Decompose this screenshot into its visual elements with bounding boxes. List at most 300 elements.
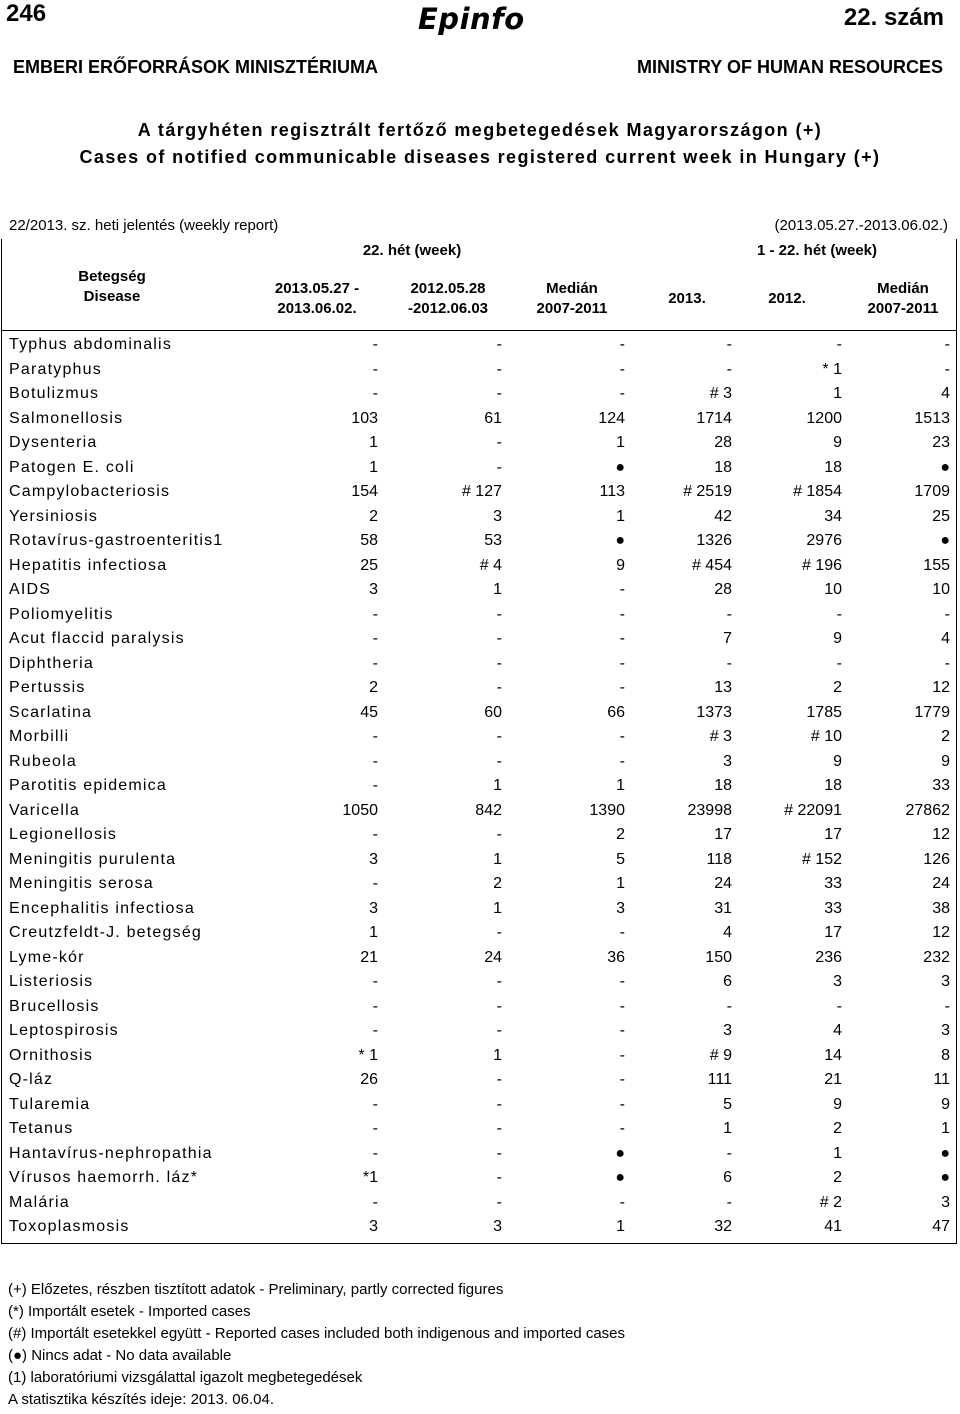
cumulative-2013-cell: - [726, 605, 732, 623]
week-2013-cell: 3 [369, 1218, 378, 1235]
table-row [0, 701, 960, 726]
cumulative-2012-cell: 2 [833, 1169, 842, 1186]
disease-name: Ornithosis [9, 1046, 94, 1064]
cumulative-median-cell: 47 [932, 1218, 950, 1235]
week-median-cell: - [619, 1022, 625, 1039]
week-median-cell: - [619, 1120, 625, 1137]
table-row [0, 333, 960, 358]
week-2013-cell: - [372, 1193, 378, 1211]
table-row [0, 1215, 960, 1240]
week-2013-cell: - [372, 1144, 378, 1162]
cumulative-2012-cell: * 1 [822, 360, 842, 378]
date-range: (2013.05.27.-2013.06.02.) [774, 217, 948, 234]
cumulative-2012-cell: - [836, 997, 842, 1015]
cumulative-median-cell: 24 [932, 875, 950, 892]
week-2012-cell: - [496, 605, 502, 623]
cumulative-2012-cell: 2976 [806, 532, 842, 549]
table-row [0, 505, 960, 530]
week-2012-cell: 1 [493, 1046, 502, 1064]
cumulative-group-header: 1 - 22. hét (week) [756, 242, 878, 259]
disease-name: Encephalitis infectiosa [9, 899, 195, 917]
cumulative-median-cell: 1513 [914, 409, 950, 427]
current-week-end: 2013.06.02. [277, 300, 357, 317]
cumulative-2012-cell: 17 [824, 826, 842, 843]
week-2012-cell: - [496, 752, 502, 770]
week-2013-cell: - [372, 630, 378, 647]
week-2013-cell: - [372, 1120, 378, 1137]
ministry-english: MINISTRY OF HUMAN RESOURCES [636, 57, 943, 77]
disease-name: Morbilli [9, 728, 70, 745]
cumulative-2012-cell: 1785 [806, 703, 842, 721]
cumulative-median-cell: 4 [941, 630, 950, 647]
disease-name: Tularemia [9, 1095, 91, 1113]
disease-name: Rubeola [9, 752, 78, 770]
disease-name: Creutzfeldt-J. betegség [9, 924, 203, 941]
report-label: 22/2013. sz. heti jelentés (weekly report) [9, 217, 279, 234]
table-row [0, 652, 960, 677]
cumulative-median-cell: 1 [941, 1120, 950, 1137]
week-median-cell: 9 [616, 556, 625, 574]
week-median-cell: - [619, 630, 625, 647]
footnotes [8, 1279, 625, 1411]
table-row [0, 1191, 960, 1216]
cumulative-median-cell: - [944, 336, 950, 353]
cumulative-2013-cell: 5 [723, 1095, 732, 1113]
week-median-cell: - [619, 997, 625, 1015]
disease-name: Pertussis [9, 679, 86, 696]
week-2013-cell: - [372, 728, 378, 745]
table-row [0, 578, 960, 603]
cumulative-median-label: Medián [877, 280, 929, 297]
disease-name: Patogen E. coli [9, 458, 135, 476]
cumulative-2012-cell: 2 [833, 1120, 842, 1137]
week-median-cell: 124 [598, 409, 625, 427]
cumulative-2013-cell: 6 [723, 1169, 732, 1186]
cumulative-2012-cell: 14 [824, 1046, 842, 1064]
cumulative-2013-cell: 150 [705, 948, 732, 966]
cumulative-2012-cell: 2 [833, 679, 842, 696]
week-2012-cell: - [496, 385, 502, 402]
disease-name: Hantavírus-nephropathia [9, 1144, 213, 1162]
current-week-start: 2013.05.27 - [274, 280, 360, 297]
week-2012-cell: # 127 [461, 483, 502, 500]
disease-header-hu: Betegség [78, 268, 146, 285]
week-2012-cell: - [496, 826, 502, 843]
week-median-cell: - [619, 1095, 625, 1113]
week-median-cell: - [619, 1071, 625, 1088]
disease-header [62, 267, 162, 307]
week-2013-cell: - [372, 752, 378, 770]
cumulative-2013-cell: 13 [714, 679, 732, 696]
cumulative-2013-cell: - [726, 336, 732, 353]
cumulative-2013-header: 2013. [668, 290, 706, 307]
week-2012-cell: - [496, 1193, 502, 1211]
cumulative-median-cell: - [944, 997, 950, 1015]
week-2012-cell: - [496, 434, 502, 451]
week-2013-cell: * 1 [358, 1046, 378, 1064]
cumulative-2013-cell: 31 [714, 899, 732, 917]
week-median-cell: - [619, 924, 625, 941]
disease-name: Listeriosis [9, 973, 94, 990]
week-2012-cell: - [496, 336, 502, 353]
week-median-years: 2007-2011 [536, 300, 608, 317]
table-row [0, 627, 960, 652]
cumulative-2012-cell: 9 [833, 1095, 842, 1113]
cumulative-2012-cell: 21 [824, 1071, 842, 1088]
week-2012-cell: 61 [484, 409, 502, 427]
week-2013-cell: - [372, 336, 378, 353]
week-2013-cell: 154 [351, 483, 378, 500]
week-2013-cell: 25 [360, 556, 378, 574]
disease-name: Meningitis purulenta [9, 850, 177, 868]
cumulative-median-cell: 38 [932, 899, 950, 917]
week-2012-cell: 1 [493, 581, 502, 598]
week-2013-cell: 45 [360, 703, 378, 721]
disease-name: Parotitis epidemica [9, 777, 167, 794]
cumulative-median-cell: - [944, 605, 950, 623]
week-median-cell: - [619, 605, 625, 623]
cumulative-2012-cell: 9 [833, 752, 842, 770]
cumulative-2012-cell: 10 [824, 581, 842, 598]
disease-name: Brucellosis [9, 997, 100, 1015]
table-row [0, 480, 960, 505]
previous-week-end: -2012.06.03 [407, 300, 489, 317]
week-2012-cell: 2 [493, 875, 502, 892]
table-row [0, 554, 960, 579]
cumulative-2013-cell: - [726, 1193, 732, 1211]
cumulative-2013-cell: 32 [714, 1218, 732, 1235]
disease-name: Vírusos haemorrh. láz* [9, 1169, 199, 1186]
table-row [0, 872, 960, 897]
cumulative-median-cell: 25 [932, 507, 950, 525]
week-2012-cell: - [496, 654, 502, 672]
week-2013-cell: 1050 [342, 801, 378, 819]
week-2012-cell: 842 [475, 801, 502, 819]
cumulative-median-cell: 9 [941, 1095, 950, 1113]
week-2013-cell: 3 [369, 850, 378, 868]
cumulative-2013-cell: 4 [723, 924, 732, 941]
note-generated-date: A statisztika készítés ideje: 2013. 06.04. [8, 1391, 274, 1408]
disease-header-en: Disease [83, 288, 141, 305]
week-2012-cell: - [496, 973, 502, 990]
cumulative-2013-cell: 3 [723, 1022, 732, 1039]
table-row [0, 456, 960, 481]
week-median-cell: ● [615, 458, 625, 476]
cumulative-2012-cell: 18 [824, 458, 842, 476]
week-2012-cell: - [496, 630, 502, 647]
disease-name: Diphtheria [9, 654, 94, 672]
cumulative-2012-cell: # 1854 [793, 483, 842, 500]
week-2012-cell: - [496, 1095, 502, 1113]
week-median-cell: - [619, 679, 625, 696]
week-2012-cell: - [496, 924, 502, 941]
week-median-header [507, 279, 637, 319]
week-2013-cell: - [372, 654, 378, 672]
title-english: Cases of notified communicable diseases registered current week in Hungary (+) [79, 147, 881, 167]
table-row [0, 1093, 960, 1118]
week-median-cell: - [619, 752, 625, 770]
cumulative-median-cell: 23 [932, 434, 950, 451]
week-median-cell: - [619, 1193, 625, 1211]
table-row [0, 750, 960, 775]
table-row [0, 407, 960, 432]
cumulative-2012-cell: 34 [824, 507, 842, 525]
disease-name: Yersiniosis [9, 507, 99, 525]
cumulative-2013-cell: 28 [714, 434, 732, 451]
disease-name: Scarlatina [9, 703, 93, 721]
cumulative-2012-cell: 4 [833, 1022, 842, 1039]
disease-name: Meningitis serosa [9, 875, 154, 892]
table-row [0, 970, 960, 995]
table-row [0, 799, 960, 824]
cumulative-2012-cell: # 10 [810, 728, 842, 745]
disease-table-rows [0, 333, 960, 1240]
cumulative-2013-cell: 1326 [696, 532, 732, 549]
table-row [0, 603, 960, 628]
title-hungarian: A tárgyhéten regisztrált fertőző megbetegedések Magyarországon (+) [137, 120, 823, 140]
disease-name: Tetanus [9, 1120, 74, 1137]
cumulative-median-cell: 12 [932, 826, 950, 843]
week-2012-cell: - [496, 997, 502, 1015]
cumulative-median-cell: 1709 [914, 483, 950, 500]
table-header [1, 239, 957, 331]
cumulative-2013-cell: 118 [706, 850, 732, 868]
cumulative-2013-cell: - [726, 997, 732, 1015]
cumulative-2013-cell: 18 [714, 458, 732, 476]
cumulative-2012-cell: # 2 [819, 1193, 842, 1211]
cumulative-median-cell: 33 [932, 777, 950, 794]
week-median-cell: - [619, 973, 625, 990]
cumulative-median-years: 2007-2011 [867, 300, 939, 317]
disease-name: Varicella [9, 801, 80, 819]
cumulative-2013-cell: 7 [723, 630, 732, 647]
cumulative-median-cell: ● [940, 532, 950, 549]
week-median-cell: 1 [616, 434, 625, 451]
cumulative-2013-cell: - [726, 360, 732, 378]
disease-name: Salmonellosis [9, 409, 124, 427]
week-2012-cell: - [496, 1169, 502, 1186]
week-median-cell: - [619, 385, 625, 402]
cumulative-2012-cell: - [836, 336, 842, 353]
cumulative-2012-cell: - [836, 605, 842, 623]
cumulative-2012-cell: 17 [824, 924, 842, 941]
disease-name: Leptospirosis [9, 1022, 119, 1039]
cumulative-2012-cell: 3 [833, 973, 842, 990]
table-row [0, 529, 960, 554]
week-2012-cell: 1 [493, 850, 502, 868]
cumulative-2012-cell: # 152 [801, 850, 842, 868]
cumulative-2012-cell: 33 [824, 899, 842, 917]
cumulative-2013-cell: - [726, 654, 732, 672]
week-median-cell: 1 [616, 507, 625, 525]
cumulative-2012-header: 2012. [768, 290, 806, 307]
week-2013-cell: - [372, 605, 378, 623]
table-row [0, 1044, 960, 1069]
cumulative-2013-cell: 1 [723, 1120, 732, 1137]
week-2012-cell: 60 [484, 703, 502, 721]
week-2013-cell: 3 [369, 581, 378, 598]
week-median-cell: ● [615, 1169, 625, 1186]
table-row [0, 1117, 960, 1142]
disease-name: Malária [9, 1193, 70, 1211]
table-row [0, 1142, 960, 1167]
disease-name: Botulizmus [9, 385, 100, 402]
week-2012-cell: - [496, 1022, 502, 1039]
week-2012-cell: - [496, 1120, 502, 1137]
disease-name: Rotavírus-gastroenteritis1 [9, 532, 224, 549]
week-2013-cell: 21 [360, 948, 378, 966]
cumulative-2012-cell: 236 [815, 948, 842, 966]
cumulative-median-cell: 155 [923, 556, 950, 574]
cumulative-2012-cell: 1 [833, 385, 842, 402]
week-2012-cell: - [496, 458, 502, 476]
week-2012-cell: # 4 [479, 556, 502, 574]
week-2012-cell: - [496, 1071, 502, 1088]
week-2013-cell: 26 [360, 1071, 378, 1088]
week-2013-cell: - [372, 826, 378, 843]
cumulative-2013-cell: 24 [714, 875, 732, 892]
cumulative-median-cell: 9 [941, 752, 950, 770]
disease-name: Lyme-kór [9, 948, 85, 966]
disease-name: Dysenteria [9, 434, 98, 451]
table-row [0, 1019, 960, 1044]
cumulative-2012-cell: 41 [824, 1218, 842, 1235]
cumulative-2012-cell: 1200 [806, 409, 842, 427]
cumulative-2013-cell: 1714 [696, 409, 732, 427]
week-median-cell: - [619, 336, 625, 353]
table-row [0, 431, 960, 456]
cumulative-median-cell: 11 [933, 1071, 950, 1088]
cumulative-2012-cell: 1 [833, 1144, 842, 1162]
week-median-cell: 5 [616, 850, 625, 868]
cumulative-2013-cell: # 3 [709, 728, 732, 745]
cumulative-2013-cell: - [726, 1144, 732, 1162]
cumulative-median-cell: ● [940, 1169, 950, 1186]
cumulative-2012-cell: 18 [824, 777, 842, 794]
week-2013-cell: - [372, 385, 378, 402]
week-2013-cell: - [372, 973, 378, 990]
week-2013-cell: - [372, 360, 378, 378]
cumulative-median-cell: 3 [941, 1022, 950, 1039]
week-median-cell: - [619, 654, 625, 672]
week-2012-cell: - [496, 1144, 502, 1162]
disease-name: Campylobacteriosis [9, 483, 171, 500]
cumulative-2013-cell: 42 [714, 507, 732, 525]
cumulative-median-cell: 1779 [914, 703, 950, 721]
note-included: (#) Importált esetekkel együtt - Reported cases included both indigenous and imported cases [8, 1325, 626, 1342]
week-2012-cell: 1 [493, 777, 502, 794]
week-median-cell: 66 [607, 703, 625, 721]
cumulative-median-cell: ● [940, 458, 950, 476]
current-week-header [252, 279, 382, 319]
week-2012-cell: 53 [484, 532, 502, 549]
cumulative-2013-cell: 23998 [687, 801, 732, 819]
disease-name: Legionellosis [9, 826, 118, 843]
week-2013-cell: 2 [369, 507, 378, 525]
week-median-cell: 113 [599, 483, 625, 500]
week-2013-cell: 3 [369, 899, 378, 917]
cumulative-median-cell: 3 [941, 1193, 950, 1211]
previous-week-start: 2012.05.28 [410, 280, 486, 297]
week-2013-cell: - [372, 777, 378, 794]
cumulative-median-cell: 12 [932, 679, 950, 696]
page-number: 246 [6, 0, 47, 27]
week-median-cell: 36 [607, 948, 625, 966]
week-2013-cell: 103 [351, 409, 378, 427]
cumulative-median-cell: - [944, 654, 950, 672]
week-2013-cell: 1 [369, 434, 378, 451]
table-row [0, 1166, 960, 1191]
cumulative-median-cell: ● [940, 1144, 950, 1162]
table-row [0, 1068, 960, 1093]
cumulative-median-cell: 4 [941, 385, 950, 402]
week-median-cell: ● [615, 532, 625, 549]
week-median-cell: 3 [616, 899, 625, 917]
week-median-cell: ● [615, 1144, 625, 1162]
week-2012-cell: 1 [493, 899, 502, 917]
cumulative-2013-cell: 28 [714, 581, 732, 598]
week-2013-cell: - [372, 1022, 378, 1039]
note-imported: (*) Importált esetek - Imported cases [8, 1303, 251, 1320]
week-2012-cell: - [496, 360, 502, 378]
week-2013-cell: *1 [362, 1169, 378, 1186]
note-laboratory: (1) laboratóriumi vizsgálattal igazolt megbetegedések [8, 1369, 363, 1386]
week-median-cell: 1390 [589, 801, 625, 819]
disease-name: Typhus abdominalis [9, 336, 173, 353]
ministry-hungarian: EMBERI ERŐFORRÁSOK MINISZTÉRIUMA [13, 57, 379, 77]
disease-name: Paratyphus [9, 360, 102, 378]
cumulative-2013-cell: # 9 [709, 1046, 732, 1064]
week-median-cell: 2 [616, 826, 625, 843]
disease-name: Q-láz [9, 1071, 54, 1088]
cumulative-2013-cell: 111 [707, 1071, 732, 1088]
cumulative-2012-cell: 9 [833, 434, 842, 451]
week-2013-cell: - [372, 997, 378, 1015]
week-2012-cell: - [496, 679, 502, 696]
table-row [0, 358, 960, 383]
note-no-data: (●) Nincs adat - No data available [8, 1347, 232, 1364]
epinfo-logo: Epinfo [418, 2, 525, 36]
cumulative-2013-cell: 1373 [696, 703, 732, 721]
cumulative-2013-cell: 6 [723, 973, 732, 990]
table-row [0, 823, 960, 848]
cumulative-median-cell: 27862 [905, 801, 950, 819]
table-row [0, 676, 960, 701]
week-2012-cell: - [496, 728, 502, 745]
week-2013-cell: - [372, 1095, 378, 1113]
table-row [0, 921, 960, 946]
cumulative-2012-cell: # 22091 [784, 801, 842, 819]
week-median-label: Medián [546, 280, 598, 297]
disease-name: Toxoplasmosis [9, 1218, 130, 1235]
disease-name: AIDS [9, 581, 52, 598]
week-2013-cell: - [372, 875, 378, 892]
cumulative-2013-cell: 3 [723, 752, 732, 770]
week-2013-cell: 1 [369, 458, 378, 476]
week-median-cell: - [619, 581, 625, 598]
cumulative-2013-cell: 17 [714, 826, 732, 843]
cumulative-median-cell: 126 [923, 850, 950, 868]
cumulative-median-cell: 8 [941, 1046, 950, 1064]
week-2012-cell: 24 [484, 948, 502, 966]
cumulative-2012-cell: - [836, 654, 842, 672]
cumulative-median-cell: 10 [932, 581, 950, 598]
cumulative-median-cell: 3 [941, 973, 950, 990]
week-median-cell: - [619, 1046, 625, 1064]
week-group-header: 22. hét (week) [362, 242, 462, 259]
previous-week-header [383, 279, 513, 319]
table-row [0, 848, 960, 873]
